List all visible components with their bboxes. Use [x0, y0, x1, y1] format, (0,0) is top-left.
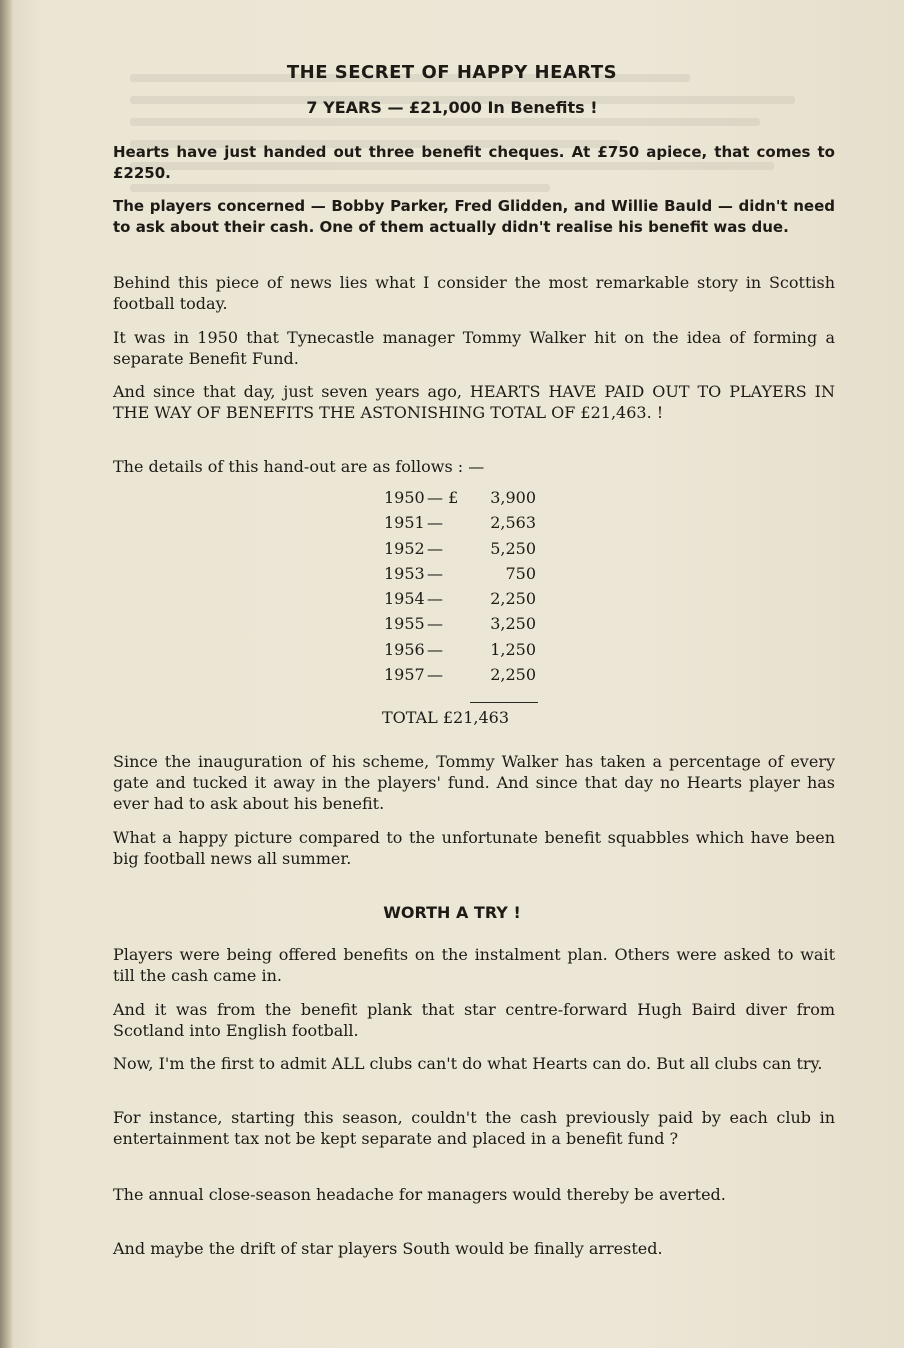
table-row	[384, 513, 554, 538]
section-heading: WORTH A TRY !	[383, 903, 521, 922]
amount-cell: 3,900	[490, 488, 536, 507]
table-row	[384, 614, 554, 639]
year-cell: 1952	[384, 538, 425, 558]
body-paragraph: Since the inauguration of his scheme, Tommy Walker has taken a percentage of every gate and tucked it away in the players' fund. And since that day no Hearts player has ever had to ask about his benefit.	[113, 752, 835, 813]
dash-cell: —	[427, 563, 443, 583]
body-paragraph: For instance, starting this season, couldn't the cash previously paid by each club in entertainment tax not be kept separate and placed in a benefit fund ?	[113, 1108, 835, 1148]
body-paragraph: What a happy picture compared to the unfortunate benefit squabbles which have been big football news all summer.	[113, 828, 835, 868]
total-rule	[470, 702, 538, 703]
benefits-table	[384, 488, 554, 690]
intro-paragraph: Hearts have just handed out three benefit cheques. At £750 apiece, that comes to £2250.	[113, 143, 835, 182]
year-cell: 1951	[384, 513, 425, 533]
body-paragraph: Now, I'm the first to admit ALL clubs can't do what Hearts can do. But all clubs can try.	[113, 1054, 823, 1073]
dash-cell: —	[427, 589, 443, 609]
year-cell: 1955	[384, 614, 425, 634]
table-row	[384, 665, 554, 690]
body-paragraph: The details of this hand-out are as follows : —	[113, 457, 485, 476]
dash-cell: —	[427, 665, 443, 685]
table-row	[384, 564, 554, 589]
year-cell: 1956	[384, 639, 425, 659]
body-paragraph: And maybe the drift of star players South would be finally arrested.	[113, 1239, 663, 1258]
dash-cell: —	[427, 538, 443, 558]
body-paragraph: Behind this piece of news lies what I consider the most remarkable story in Scottish football today.	[113, 273, 835, 313]
dash-cell: —	[427, 513, 443, 533]
dash-cell: — £	[427, 488, 459, 507]
body-paragraph: It was in 1950 that Tynecastle manager Tommy Walker hit on the idea of forming a separate Benefit Fund.	[113, 328, 835, 368]
body-paragraph: The annual close-season headache for managers would thereby be averted.	[113, 1185, 726, 1204]
body-paragraph: And it was from the benefit plank that star centre-forward Hugh Baird diver from Scotland into English football.	[113, 1000, 835, 1040]
amount-cell: 5,250	[490, 538, 536, 558]
table-row	[384, 589, 554, 614]
amount-cell: 2,563	[490, 513, 536, 533]
amount-cell: 3,250	[490, 614, 536, 634]
amount-cell: 2,250	[490, 665, 536, 685]
dash-cell: —	[427, 639, 443, 659]
year-cell: 1950	[384, 488, 425, 507]
year-cell: 1957	[384, 665, 425, 685]
table-total: TOTAL £21,463	[382, 708, 510, 727]
article-heading: THE SECRET OF HAPPY HEARTS	[286, 62, 618, 83]
amount-cell: 1,250	[490, 639, 536, 659]
amount-cell: 750	[505, 563, 536, 583]
table-row	[384, 488, 554, 513]
year-cell: 1954	[384, 589, 425, 609]
intro-paragraph: The players concerned — Bobby Parker, Fred Glidden, and Willie Bauld — didn't need to ask about their cash. One of them actually didn't realise his benefit was due.	[113, 197, 835, 236]
body-paragraph: And since that day, just seven years ago, HEARTS HAVE PAID OUT TO PLAYERS IN THE WAY OF BENEFITS THE ASTONISHING TOTAL OF £21,463. !	[113, 382, 835, 422]
article-subheading: 7 YEARS — £21,000 In Benefits !	[306, 98, 598, 117]
amount-cell: 2,250	[490, 589, 536, 609]
body-paragraph: Players were being offered benefits on the instalment plan. Others were asked to wait till the cash came in.	[113, 945, 835, 985]
table-row	[384, 640, 554, 665]
page-spine	[0, 0, 12, 1348]
table-row	[384, 539, 554, 564]
year-cell: 1953	[384, 563, 425, 583]
dash-cell: —	[427, 614, 443, 634]
